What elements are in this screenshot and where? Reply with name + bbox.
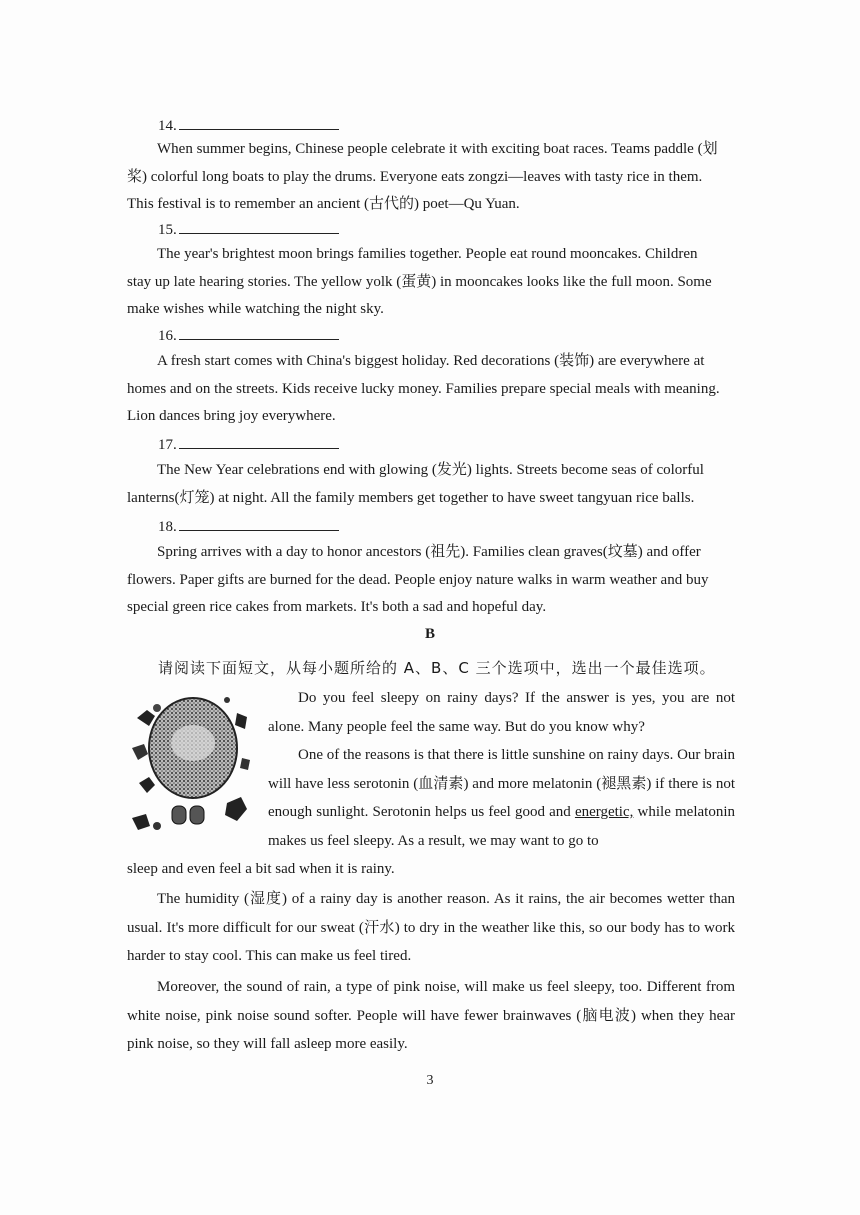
p15-line: make wishes while watching the night sky. (127, 301, 384, 317)
paragraph-b-3: The humidity (湿度) of a rainy day is another reason. As it rains, the air becomes wetter than usual. It's more difficult for our sweat (汗水) to dry in the weather like this, so our body has to work harder to stay cool. This can make us feel tired. (127, 891, 735, 964)
question-18-number: 18. (158, 519, 177, 535)
p15-line: stay up late hearing stories. The yellow yolk (蛋黄) in mooncakes looks like the full moon. Some (127, 273, 712, 290)
p2-underlined-word: energetic, (574, 804, 634, 820)
question-18-blank[interactable] (158, 518, 339, 536)
paragraph-14 (127, 136, 735, 219)
question-14-number: 14. (158, 118, 177, 134)
question-15-number: 15. (158, 222, 177, 238)
p14-line: This festival is to remember an ancient (古代的) poet—Qu Yuan. (127, 196, 520, 212)
sleepy-rain-illustration (127, 688, 260, 838)
p16-line: homes and on the streets. Kids receive lucky money. Families prepare special meals with meaning. (127, 380, 720, 397)
paragraph-17 (127, 457, 735, 512)
p18-line: flowers. Paper gifts are burned for the dead. People enjoy nature walks in warm weather and buy (127, 571, 709, 588)
section-b-instruction: 请阅读下面短文，从每小题所给的 A、B、C 三个选项中，选出一个最佳选项。 (158, 659, 716, 677)
paragraph-b-4: Moreover, the sound of rain, a type of pink noise, will make us feel sleepy, too. Different from white noise, pink noise sound softer. People will have fewer brainwaves (脑电波) when they hear pink noise, so they will fall asleep more easily. (127, 979, 735, 1052)
p18-line: special green rice cakes from markets. It's both a sad and hopeful day. (127, 599, 547, 615)
paragraph-18 (127, 539, 735, 622)
p2-text: One of the reasons is that there is little sunshine on rainy days. Our brain will have less serotonin (血清素) and more melatonin (褪黑素) if there is not enough sunlight. Serotonin helps us feel good and (268, 747, 735, 820)
p15-line: The year's brightest moon brings families together. People eat round mooncakes. Children (157, 246, 698, 262)
p16-line: Lion dances bring joy everywhere. (127, 408, 336, 424)
paragraph-16 (127, 348, 735, 431)
paragraph-b-2-tail: sleep and even feel a bit sad when it is rainy. (127, 861, 395, 877)
p17-line: lanterns(灯笼) at night. All the family members get together to have sweet tangyuan rice balls. (127, 489, 695, 506)
p17-line: The New Year celebrations end with glowing (发光) lights. Streets become seas of colorful (157, 462, 704, 478)
question-17-blank[interactable] (158, 436, 339, 454)
p16-line: A fresh start comes with China's biggest holiday. Red decorations (装饰) are everywhere at (157, 353, 705, 369)
question-15-blank[interactable] (158, 221, 339, 239)
p2-text-after: while melatonin makes us feel sleepy. As a result, we may want to go to (268, 804, 736, 849)
paragraph-b-2 (268, 741, 735, 855)
p18-line: Spring arrives with a day to honor ancestors (祖先). Families clean graves(坟墓) and offer (157, 544, 701, 560)
paragraph-b-intro: Do you feel sleepy on rainy days? If the answer is yes, you are not alone. Many people feel the same way. But do you know why? (268, 690, 735, 735)
p14-line: When summer begins, Chinese people celebrate it with exciting boat races. Teams paddle (划 (157, 141, 718, 157)
question-16-blank[interactable] (158, 327, 339, 345)
page-number: 3 (426, 1073, 434, 1088)
paragraph-15 (127, 241, 735, 324)
question-14-blank[interactable] (158, 117, 339, 135)
question-16-number: 16. (158, 328, 177, 344)
section-b-heading: B (424, 626, 435, 642)
p14-line: 桨) colorful long boats to play the drums. Everyone eats zongzi—leaves with tasty rice in them. (127, 168, 703, 185)
question-17-number: 17. (158, 437, 177, 453)
